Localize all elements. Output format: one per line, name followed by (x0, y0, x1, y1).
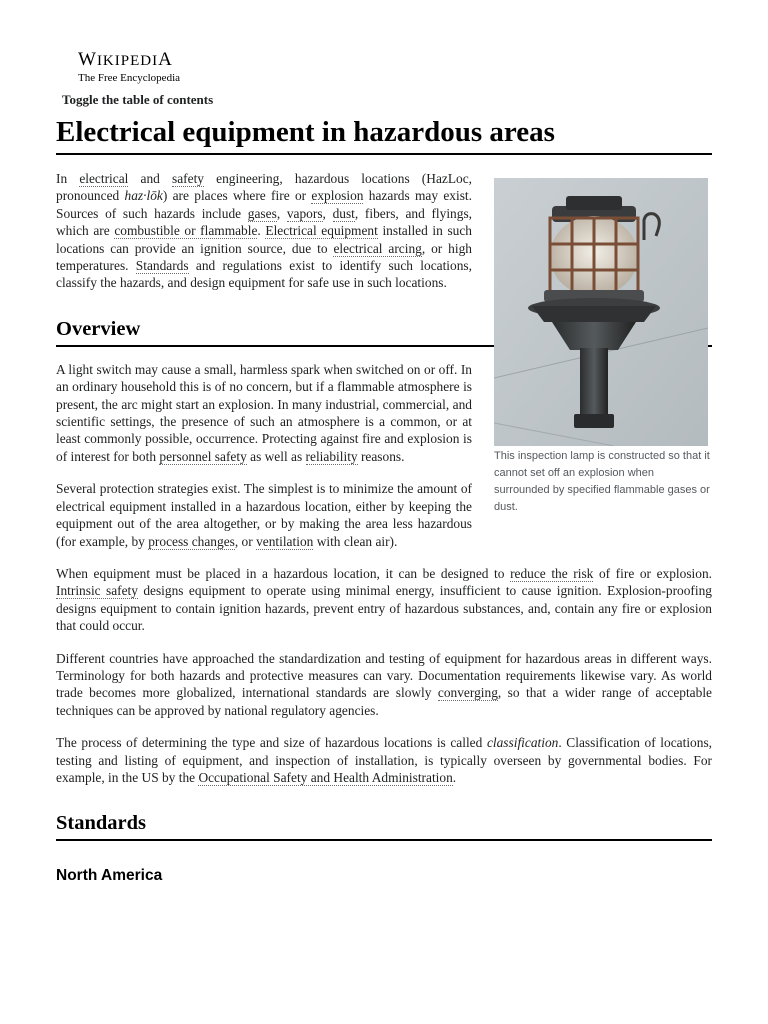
overview-paragraph-3: When equipment must be placed in a hazardous location, it can be designed to reduce the risk of fire or explosion. Intrinsic safety designs equipment to operate using minimal energy, insufficient to cause ignition. Explosion-proofing designs equipment to contain ignition hazards, prevent entry of hazardous substances, and, contain any fire or explosion that could occur. (56, 565, 712, 634)
overview-paragraph-2: Several protection strategies exist. The simplest is to minimize the amount of electrical equipment installed in a hazardous location, either by keeping the equipment out of the area altogether, or by making the area less hazardous (for example, by process changes, or ventilation with clean air). (56, 481, 472, 549)
link-intrinsic-safety[interactable]: Intrinsic safety (56, 583, 138, 599)
link-converging[interactable]: converging (437, 685, 498, 701)
heading-north-america: North America (56, 867, 163, 885)
link-ventilation[interactable]: ventilation (256, 533, 314, 549)
article-body (56, 170, 712, 885)
term-classification: classification (486, 735, 559, 751)
link-electrical-arcing[interactable]: electrical arcing (333, 240, 422, 256)
link-electrical[interactable]: electrical (79, 171, 129, 186)
logo-wordmark: WIKIPEDIA (78, 49, 173, 70)
heading-overview: Overview (56, 316, 712, 347)
wikipedia-logo[interactable] (78, 50, 180, 85)
link-vapors[interactable]: vapors (286, 205, 323, 221)
overview-paragraph-1: A light switch may cause a small, harmless spark when switched on or off. In an ordinary household this is of no concern, but if a flammable atmosphere is present, the arc might start an explosion. In many industrial, commercial, and scientific settings, the presence of such an atmosphere is a common, or at least commonly possible, occurrence. Protecting against fire and explosion is of interest for both personnel safety as well as reliability reasons. (56, 361, 472, 464)
link-gases[interactable]: gases (247, 205, 277, 221)
link-dust[interactable]: dust (332, 205, 355, 221)
overview-paragraph-5: The process of determining the type and size of hazardous locations is called classification. Classification of locations, testing and listing of equipment, and inspection of installation, is typically overseen by governmental bodies. For example, in the US by the Occupational Safety and Health Administration. (56, 735, 713, 785)
inspection-lamp-image[interactable] (494, 178, 708, 446)
intro-paragraph: In electrical and safety engineering, hazardous locations (HazLoc, pronounced haz·lōk) are places where fire or explosion hazards may exist. Sources of such hazards include gases, vapors, dust, fibers, and flyings, which are combustible or flammable. Electrical equipment installed in such locations can provide an ignition source, due to electrical arcing, or high temperatures. Standards and regulations exist to identify such locations, classify the hazards, and design equipment for safe use in such locations. (56, 171, 473, 291)
link-osha[interactable]: Occupational Safety and Health Administration (198, 769, 453, 785)
link-combustible-or-flammable[interactable]: combustible or flammable (114, 223, 258, 239)
figure-caption: This inspection lamp is constructed so that it cannot set off an explosion when surrounded by specified flammable gases or dust. (494, 450, 710, 513)
page-title: Electrical equipment in hazardous areas (56, 112, 712, 155)
link-reliability[interactable]: reliability (305, 448, 358, 464)
link-reduce-the-risk[interactable]: reduce the risk (510, 565, 594, 581)
logo-tagline: The Free Encyclopedia (78, 72, 181, 84)
pronunciation: haz·lōk (124, 188, 163, 204)
link-electrical-equipment[interactable]: Electrical equipment (265, 223, 378, 239)
link-safety[interactable]: safety (172, 171, 205, 186)
figure (492, 178, 712, 516)
link-personnel-safety[interactable]: personnel safety (159, 448, 247, 464)
toggle-toc-button[interactable]: Toggle the table of contents (62, 92, 214, 107)
overview-paragraph-4: Different countries have approached the standardization and testing of equipment for hazardous areas in different ways. Terminology for both hazards and protective measures can vary. Documentation requirements likewise vary. As world trade becomes more globalized, international standards are slowly converging, so that a wider range of acceptable techniques can be approved by national regulatory agencies. (56, 650, 712, 718)
link-explosion[interactable]: explosion (311, 188, 364, 204)
link-standards[interactable]: Standards (135, 258, 189, 274)
heading-standards: Standards (56, 810, 712, 841)
link-process-changes[interactable]: process changes (148, 533, 235, 549)
